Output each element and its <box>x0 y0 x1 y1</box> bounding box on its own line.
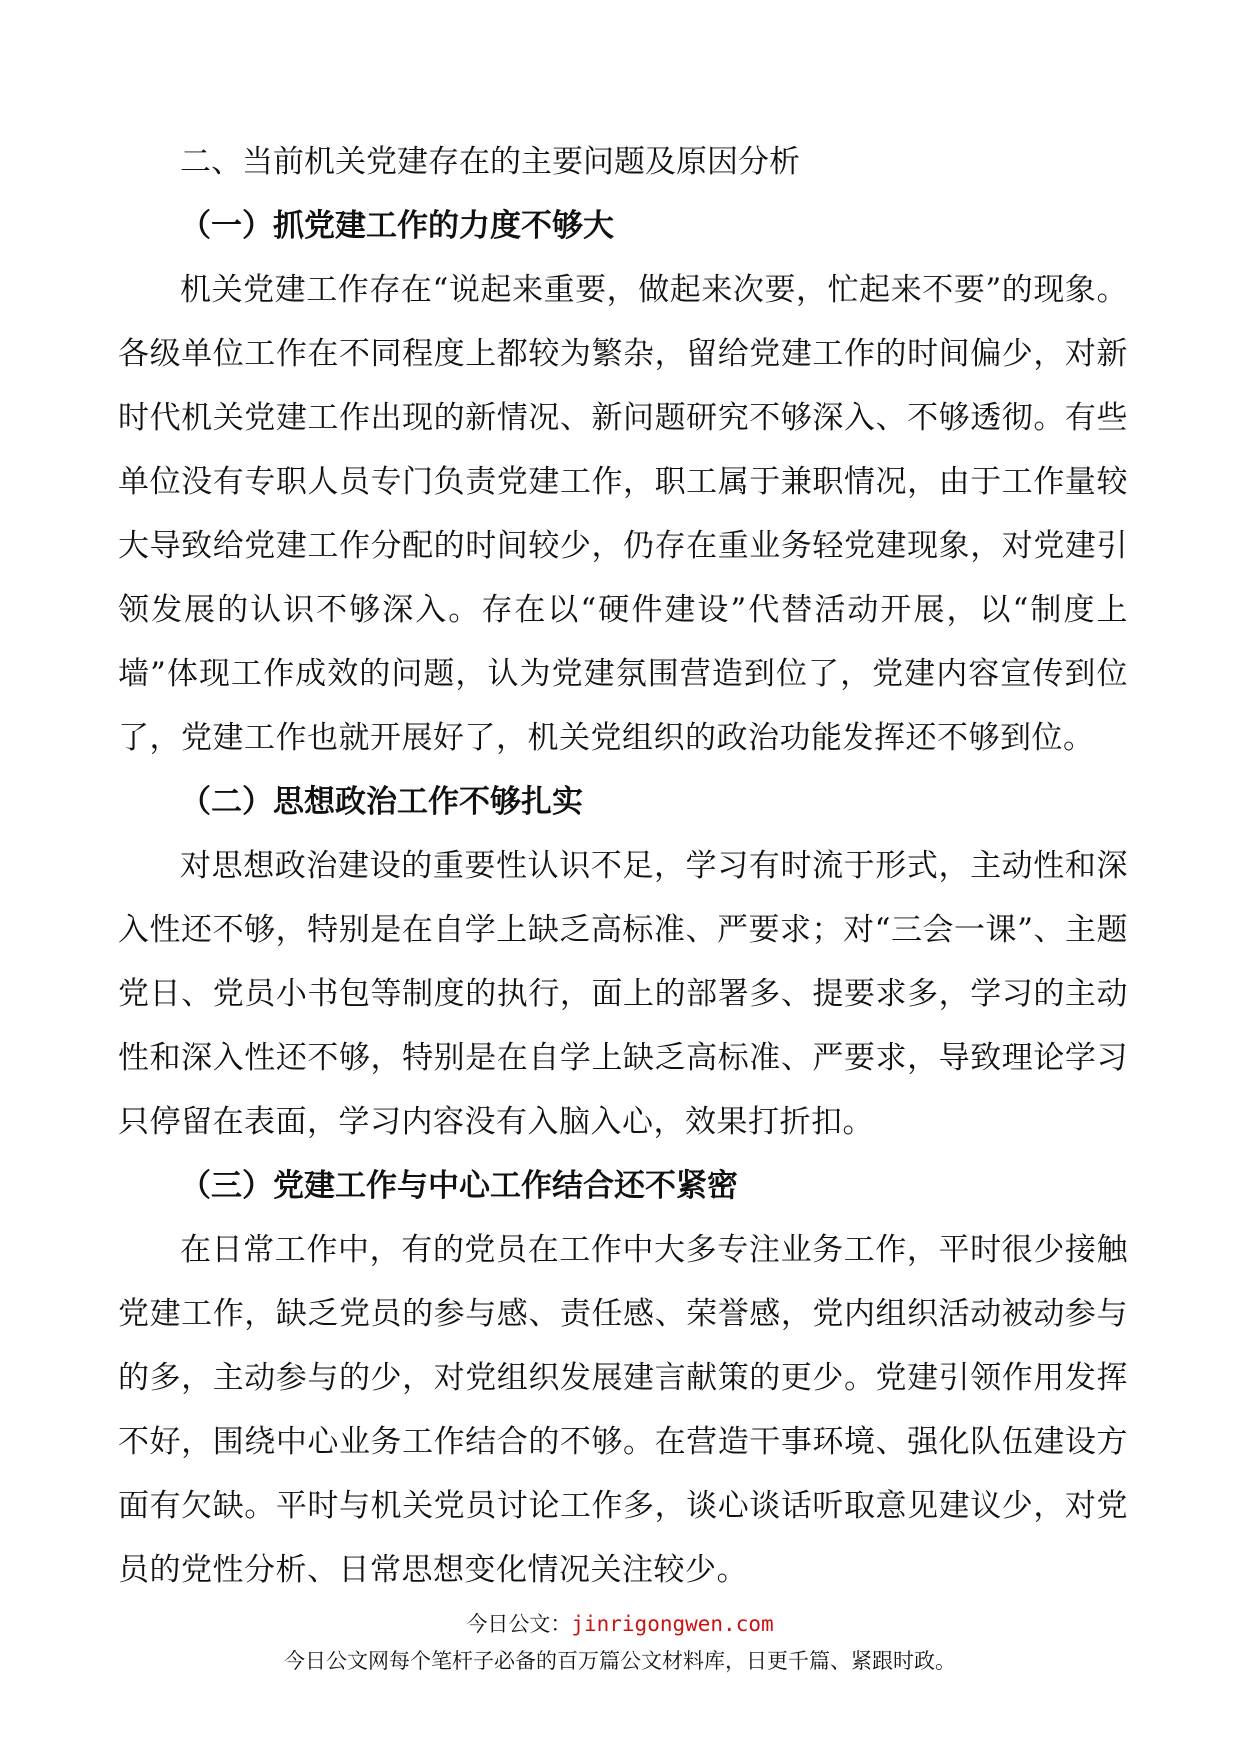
subsection-body-3: 在日常工作中，有的党员在工作中大多专注业务工作，平时很少接触党建工作，缺乏党员的参与感、责任感、荣誉感，党内组织活动被动参与的多，主动参与的少，对党组织发展建言献策的更少。党建引领作用发挥不好，围绕中心业务工作结合的不够。在营造干事环境、强化队伍建设方面有欠缺。平时与机关党员讨论工作多，谈心谈话听取意见建议少，对党员的党性分析、日常思想变化情况关注较少。 <box>118 1232 1128 1588</box>
subsection-heading-2: （二）思想政治工作不够扎实 <box>180 784 583 820</box>
section-title: 二、当前机关党建存在的主要问题及原因分析 <box>180 144 800 180</box>
footer-slogan: 今日公文网每个笔杆子必备的百万篇公文材料库，日更千篇、紧跟时政。 <box>284 1649 956 1673</box>
subsection-heading-1: （一）抓党建工作的力度不够大 <box>180 208 614 244</box>
footer-label: 今日公文： <box>466 1612 572 1636</box>
subsection-heading-3: （三）党建工作与中心工作结合还不紧密 <box>180 1168 738 1204</box>
document-body <box>118 130 1128 1602</box>
subsection-body-2: 对思想政治建设的重要性认识不足，学习有时流于形式，主动性和深入性还不够，特别是在自学上缺乏高标准、严要求；对“三会一课”、主题党日、党员小书包等制度的执行，面上的部署多、提要求多，学习的主动性和深入性还不够，特别是在自学上缺乏高标准、严要求，导致理论学习只停留在表面，学习内容没有入脑入心，效果打折扣。 <box>118 848 1128 1140</box>
subsection-body-1: 机关党建工作存在“说起来重要，做起来次要，忙起来不要”的现象。各级单位工作在不同程度上都较为繁杂，留给党建工作的时间偏少，对新时代机关党建工作出现的新情况、新问题研究不够深入、不够透彻。有些单位没有专职人员专门负责党建工作，职工属于兼职情况，由于工作量较大导致给党建工作分配的时间较少，仍存在重业务轻党建现象，对党建引领发展的认识不够深入。存在以“硬件建设”代替活动开展，以“制度上墙”体现工作成效的问题，认为党建氛围营造到位了，党建内容宣传到位了，党建工作也就开展好了，机关党组织的政治功能发挥还不够到位。 <box>118 272 1128 756</box>
footer-site-link[interactable]: jinrigongwen.com <box>571 1612 774 1636</box>
footer-site-line <box>0 1608 1240 1638</box>
